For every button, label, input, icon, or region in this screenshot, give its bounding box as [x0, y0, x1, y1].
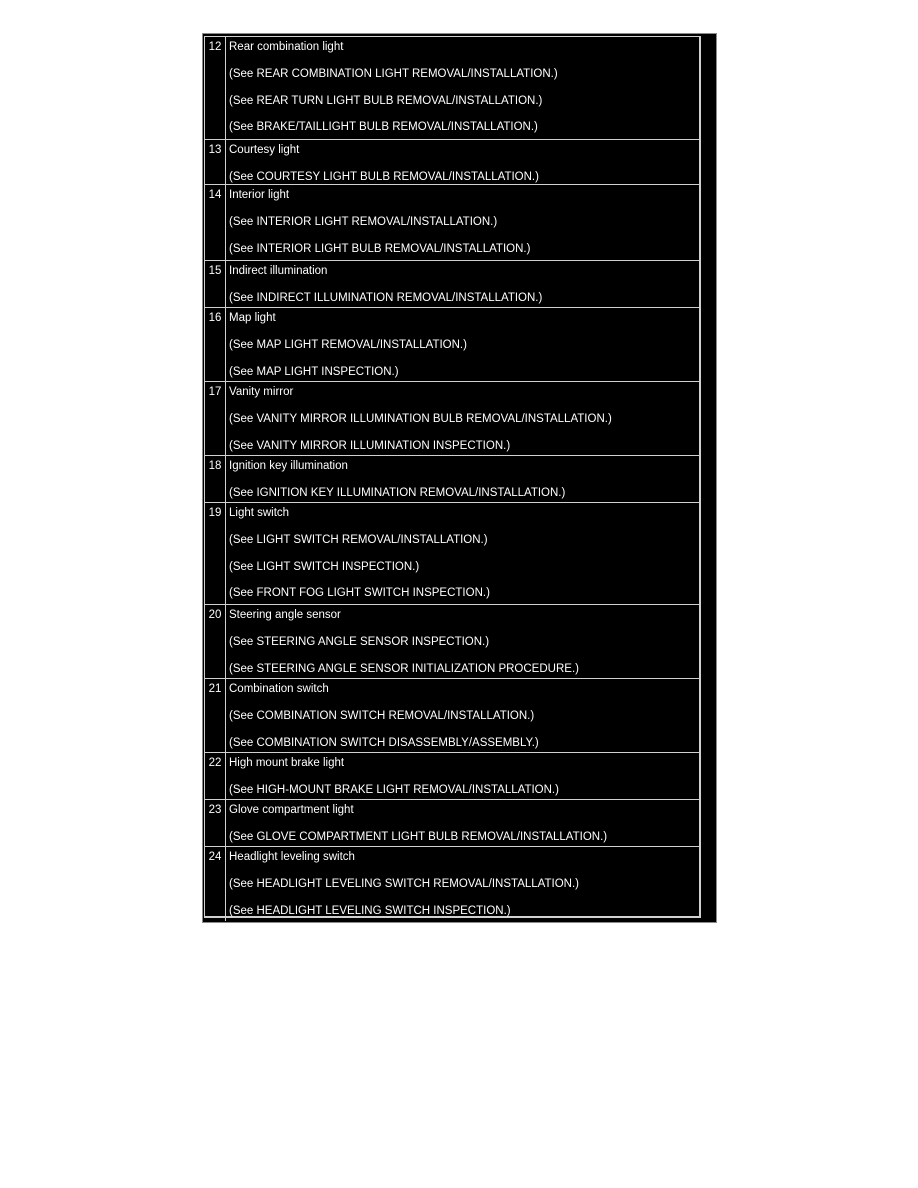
- item-description: [226, 847, 699, 921]
- item-description: [226, 261, 699, 307]
- procedure-reference-link[interactable]: (See INTERIOR LIGHT BULB REMOVAL/INSTALLATION.): [229, 242, 531, 255]
- item-description: [226, 382, 699, 455]
- component-name: Courtesy light: [229, 144, 300, 156]
- procedure-reference-link[interactable]: (See HIGH-MOUNT BRAKE LIGHT REMOVAL/INSTALLATION.): [229, 783, 559, 796]
- table-row: [205, 799, 699, 846]
- item-number: 23: [205, 800, 226, 846]
- procedure-reference-link[interactable]: (See COMBINATION SWITCH REMOVAL/INSTALLATION.): [229, 709, 535, 722]
- table-row: [205, 139, 699, 184]
- item-number: 18: [205, 456, 226, 502]
- table-row: [205, 846, 699, 921]
- component-name: Glove compartment light: [229, 804, 354, 816]
- procedure-reference-link[interactable]: (See REAR COMBINATION LIGHT REMOVAL/INSTALLATION.): [229, 67, 558, 80]
- table-row: [205, 184, 699, 260]
- procedure-reference-link[interactable]: (See REAR TURN LIGHT BULB REMOVAL/INSTALLATION.): [229, 94, 543, 107]
- procedure-reference-link[interactable]: (See HEADLIGHT LEVELING SWITCH INSPECTION.): [229, 904, 511, 917]
- item-number: 24: [205, 847, 226, 921]
- item-description: [226, 140, 699, 184]
- table-row: [205, 604, 699, 678]
- table-row: [205, 502, 699, 604]
- item-description: [226, 308, 699, 381]
- component-table-frame: [202, 33, 717, 923]
- component-name: Ignition key illumination: [229, 460, 348, 472]
- component-name: Interior light: [229, 189, 290, 201]
- procedure-reference-link[interactable]: (See STEERING ANGLE SENSOR INSPECTION.): [229, 635, 490, 648]
- procedure-reference-link[interactable]: (See LIGHT SWITCH INSPECTION.): [229, 560, 420, 573]
- procedure-reference-link[interactable]: (See VANITY MIRROR ILLUMINATION INSPECTION.): [229, 439, 511, 452]
- procedure-reference-link[interactable]: (See COMBINATION SWITCH DISASSEMBLY/ASSEMBLY.): [229, 736, 539, 749]
- procedure-reference-link[interactable]: (See VANITY MIRROR ILLUMINATION BULB REMOVAL/INSTALLATION.): [229, 412, 612, 425]
- item-description: [226, 37, 699, 139]
- item-description: [226, 185, 699, 260]
- procedure-reference-link[interactable]: (See GLOVE COMPARTMENT LIGHT BULB REMOVAL/INSTALLATION.): [229, 830, 608, 843]
- component-name: Vanity mirror: [229, 386, 294, 398]
- item-number: 13: [205, 140, 226, 184]
- item-number: 20: [205, 605, 226, 678]
- item-number: 17: [205, 382, 226, 455]
- component-name: Headlight leveling switch: [229, 851, 355, 863]
- item-description: [226, 800, 699, 846]
- component-name: Indirect illumination: [229, 265, 328, 277]
- item-number: 22: [205, 753, 226, 799]
- item-number: 12: [205, 37, 226, 139]
- procedure-reference-link[interactable]: (See LIGHT SWITCH REMOVAL/INSTALLATION.): [229, 533, 488, 546]
- table-row: [205, 381, 699, 455]
- item-description: [226, 753, 699, 799]
- procedure-reference-link[interactable]: (See IGNITION KEY ILLUMINATION REMOVAL/INSTALLATION.): [229, 486, 566, 499]
- item-description: [226, 503, 699, 604]
- component-table: [204, 36, 701, 918]
- procedure-reference-link[interactable]: (See FRONT FOG LIGHT SWITCH INSPECTION.): [229, 587, 490, 600]
- procedure-reference-link[interactable]: (See COURTESY LIGHT BULB REMOVAL/INSTALLATION.): [229, 170, 539, 183]
- component-name: High mount brake light: [229, 757, 345, 769]
- item-number: 21: [205, 679, 226, 752]
- component-name: Steering angle sensor: [229, 609, 341, 621]
- table-row: [205, 752, 699, 799]
- procedure-reference-link[interactable]: (See HEADLIGHT LEVELING SWITCH REMOVAL/INSTALLATION.): [229, 877, 579, 890]
- item-number: 19: [205, 503, 226, 604]
- component-name: Light switch: [229, 507, 290, 519]
- table-row: [205, 678, 699, 752]
- item-number: 14: [205, 185, 226, 260]
- component-name: Combination switch: [229, 683, 329, 695]
- item-description: [226, 456, 699, 502]
- table-row: [205, 307, 699, 381]
- component-name: Map light: [229, 312, 276, 324]
- table-row: [205, 260, 699, 307]
- component-name: Rear combination light: [229, 41, 344, 53]
- item-description: [226, 605, 699, 678]
- table-row: [205, 455, 699, 502]
- procedure-reference-link[interactable]: (See MAP LIGHT REMOVAL/INSTALLATION.): [229, 338, 467, 351]
- item-number: 16: [205, 308, 226, 381]
- item-description: [226, 679, 699, 752]
- table-row: [205, 37, 699, 139]
- procedure-reference-link[interactable]: (See INTERIOR LIGHT REMOVAL/INSTALLATION.): [229, 215, 498, 228]
- procedure-reference-link[interactable]: (See STEERING ANGLE SENSOR INITIALIZATION PROCEDURE.): [229, 662, 579, 675]
- procedure-reference-link[interactable]: (See INDIRECT ILLUMINATION REMOVAL/INSTALLATION.): [229, 291, 543, 304]
- procedure-reference-link[interactable]: (See BRAKE/TAILLIGHT BULB REMOVAL/INSTALLATION.): [229, 121, 538, 134]
- procedure-reference-link[interactable]: (See MAP LIGHT INSPECTION.): [229, 365, 399, 378]
- item-number: 15: [205, 261, 226, 307]
